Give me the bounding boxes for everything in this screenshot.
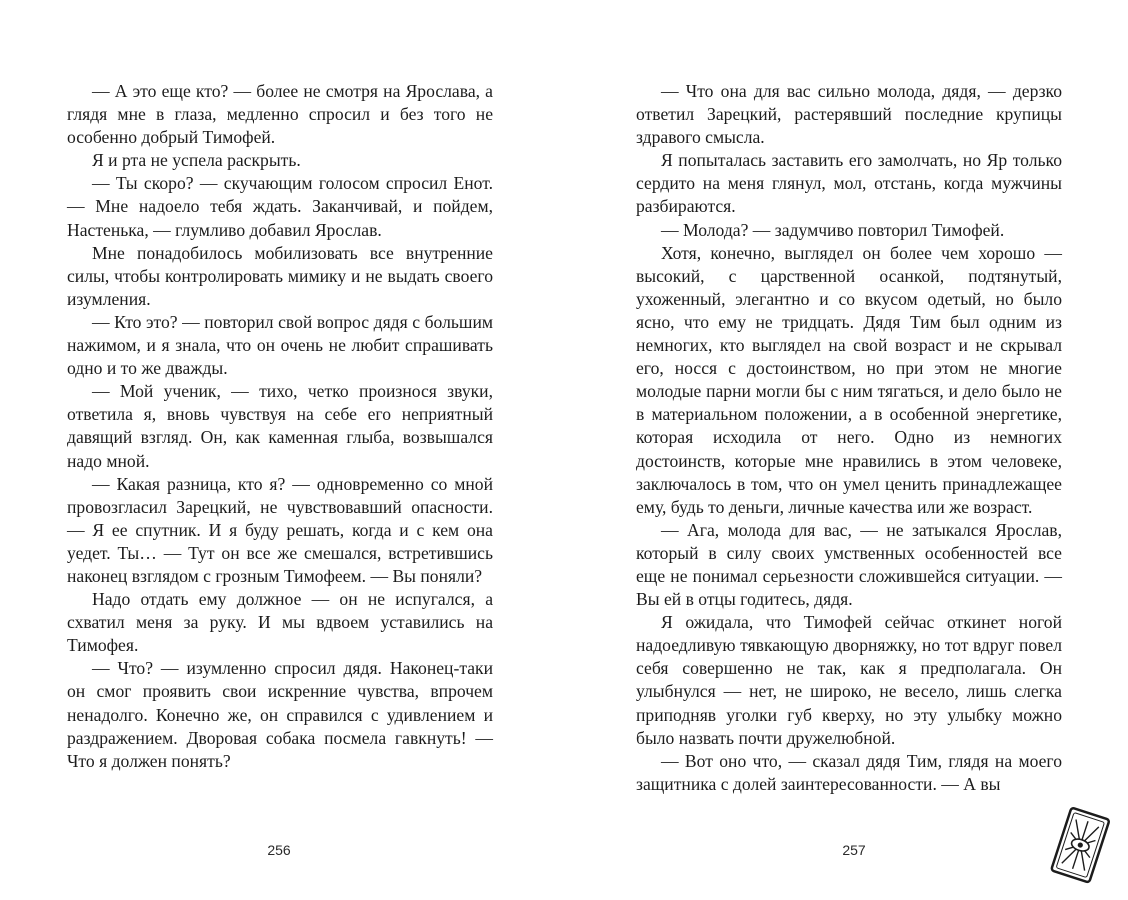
paragraph: — Ты скоро? — скучающим голосом спросил Енот. — Мне надоело тебя ждать. Заканчивай, и пойдем, Настенька, — глумливо добавил Ярослав. [67,173,493,240]
paragraph: Я ожидала, что Тимофей сейчас откинет ногой надоедливую тявкающую дворняжку, но тот вдруг повел себя совершенно не так, как я предполагала. Он улыбнулся — нет, не широко, не весело, лишь слегка приподняв уголки губ кверху, но эту улыбку можно было назвать почти дружелюбной. [636,612,1062,748]
left-page-text [67,80,493,773]
paragraph: — Что? — изумленно спросил дядя. Наконец-таки он смог проявить свои искренние чувства, впрочем ненадолго. Конечно же, он справился с удивлением и раздражением. Дворовая собака посмела гавкнуть! — Что я должен понять? [67,658,493,771]
page-number-left: 256 [267,842,291,858]
paragraph: Хотя, конечно, выглядел он более чем хорошо — высокий, с царственной осанкой, подтянутый, ухоженный, элегантно и со вкусом одетый, но было ясно, что ему не тридцать. Дядя Тим был одним из немногих, кто выглядел на свой возраст и не скрывал его, носся с достоинством, но при этом не многие молодые парни могли бы с ним тягаться, и дело было не в материальном положении, а в особенной энергетике, которая исходила от него. Одно из немногих достоинств, которые мне нравились в этом человеке, заключалось в том, что он умел ценить принадлежащее ему, будь то деньги, личные качества или же возраст. [636,242,1062,517]
tarot-card-eye-icon [1040,806,1120,886]
paragraph: Надо отдать ему должное — он не испугался, а схватил меня за руку. И мы вдвоем уставились на Тимофея. [67,589,493,656]
paragraph: — Ага, молода для вас, — не затыкался Ярослав, который в силу своих умственных особенностей все еще не понимал серьезности сложившейся ситуации. — Вы ей в отцы годитесь, дядя. [636,519,1062,610]
paragraph: — А это еще кто? — более не смотря на Ярослава, а глядя мне в глаза, медленно спросил и без того не особенно добрый Тимофей. [67,81,493,148]
page-number-right: 257 [842,842,866,858]
right-page-text [636,80,1062,796]
paragraph: — Какая разница, кто я? — одновременно со мной провозгласил Зарецкий, не чувствовавший опасности. — Я ее спутник. И я буду решать, когда и с кем она уедет. Ты… — Тут он все же смешался, встретившись наконец взглядом с грозным Тимофеем. — Вы поняли? [67,473,493,586]
paragraph: Я и рта не успела раскрыть. [92,150,301,171]
paragraph: — Кто это? — повторил свой вопрос дядя с большим нажимом, и я знала, что он очень не любит спрашивать одно и то же дважды. [67,311,493,379]
paragraph: Я попыталась заставить его замолчать, но Яр только сердито на меня глянул, мол, отстань, когда мужчины разбираются. [636,150,1062,217]
right-page [564,0,1128,900]
paragraph: Мне понадобилось мобилизовать все внутренние силы, чтобы контролировать мимику и не выдать своего изумления. [67,242,493,309]
paragraph: — Мой ученик, — тихо, четко произнося звуки, ответила я, вновь чувствуя на себе его неприятный давящий взгляд. Он, как каменная глыба, возвышался надо мной. [67,381,493,471]
paragraph: — Вот оно что, — сказал дядя Тим, глядя на моего защитника с долей заинтересованности. — А вы [636,750,1062,794]
paragraph: — Молода? — задумчиво повторил Тимофей. [661,219,1005,240]
paragraph: — Что она для вас сильно молода, дядя, — дерзко ответил Зарецкий, растерявший последние крупицы здравого смысла. [636,81,1062,148]
